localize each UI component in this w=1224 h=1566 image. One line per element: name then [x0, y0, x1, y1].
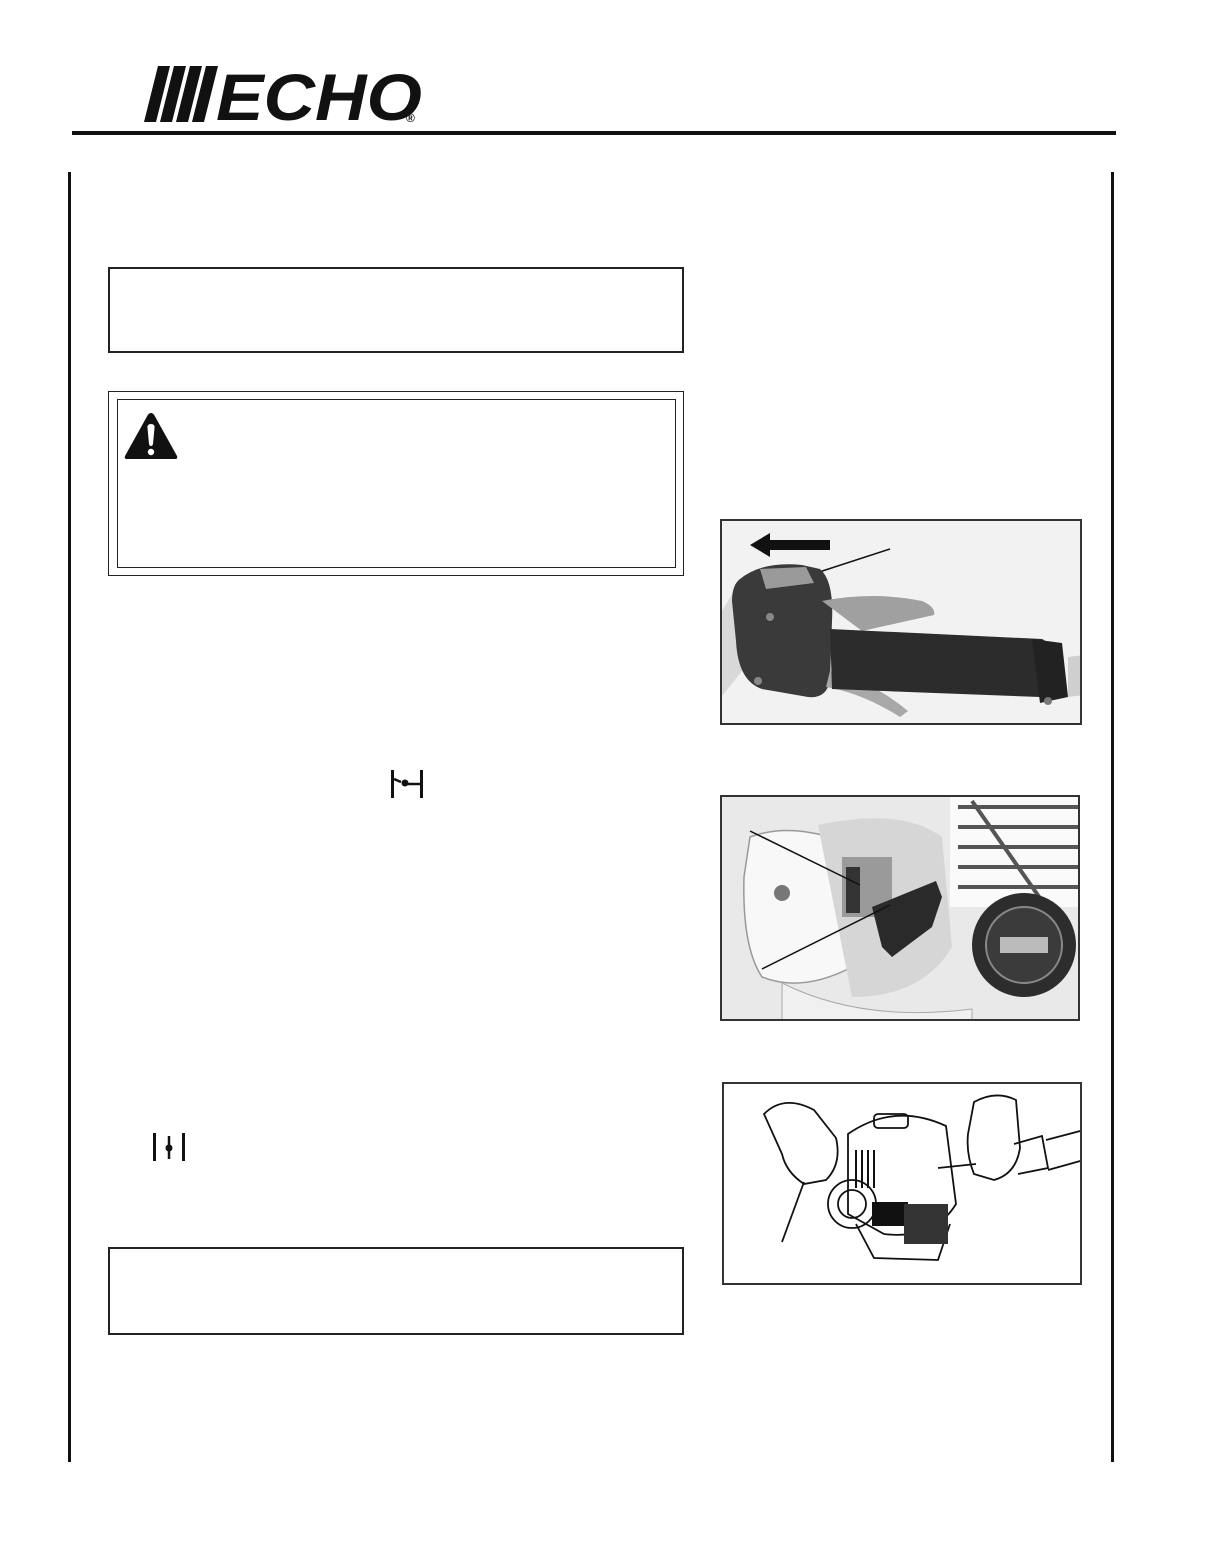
warning-box-inner	[117, 399, 676, 568]
engine-choke-photo	[720, 795, 1080, 1021]
note-box-top	[108, 267, 684, 353]
left-margin-rule	[68, 172, 71, 1462]
throttle-handle-photo	[720, 519, 1082, 725]
choke-closed-icon	[388, 768, 426, 800]
starter-pull-illustration	[722, 1082, 1082, 1285]
note-box-bottom	[108, 1247, 684, 1335]
echo-logo	[140, 62, 430, 130]
choke-open-icon	[150, 1131, 188, 1163]
right-margin-rule	[1111, 172, 1114, 1462]
logo-wordmark: ECHO	[216, 62, 422, 130]
registered-mark: ®	[406, 111, 415, 125]
warning-triangle-icon	[122, 410, 180, 462]
header-rule	[72, 131, 1116, 135]
